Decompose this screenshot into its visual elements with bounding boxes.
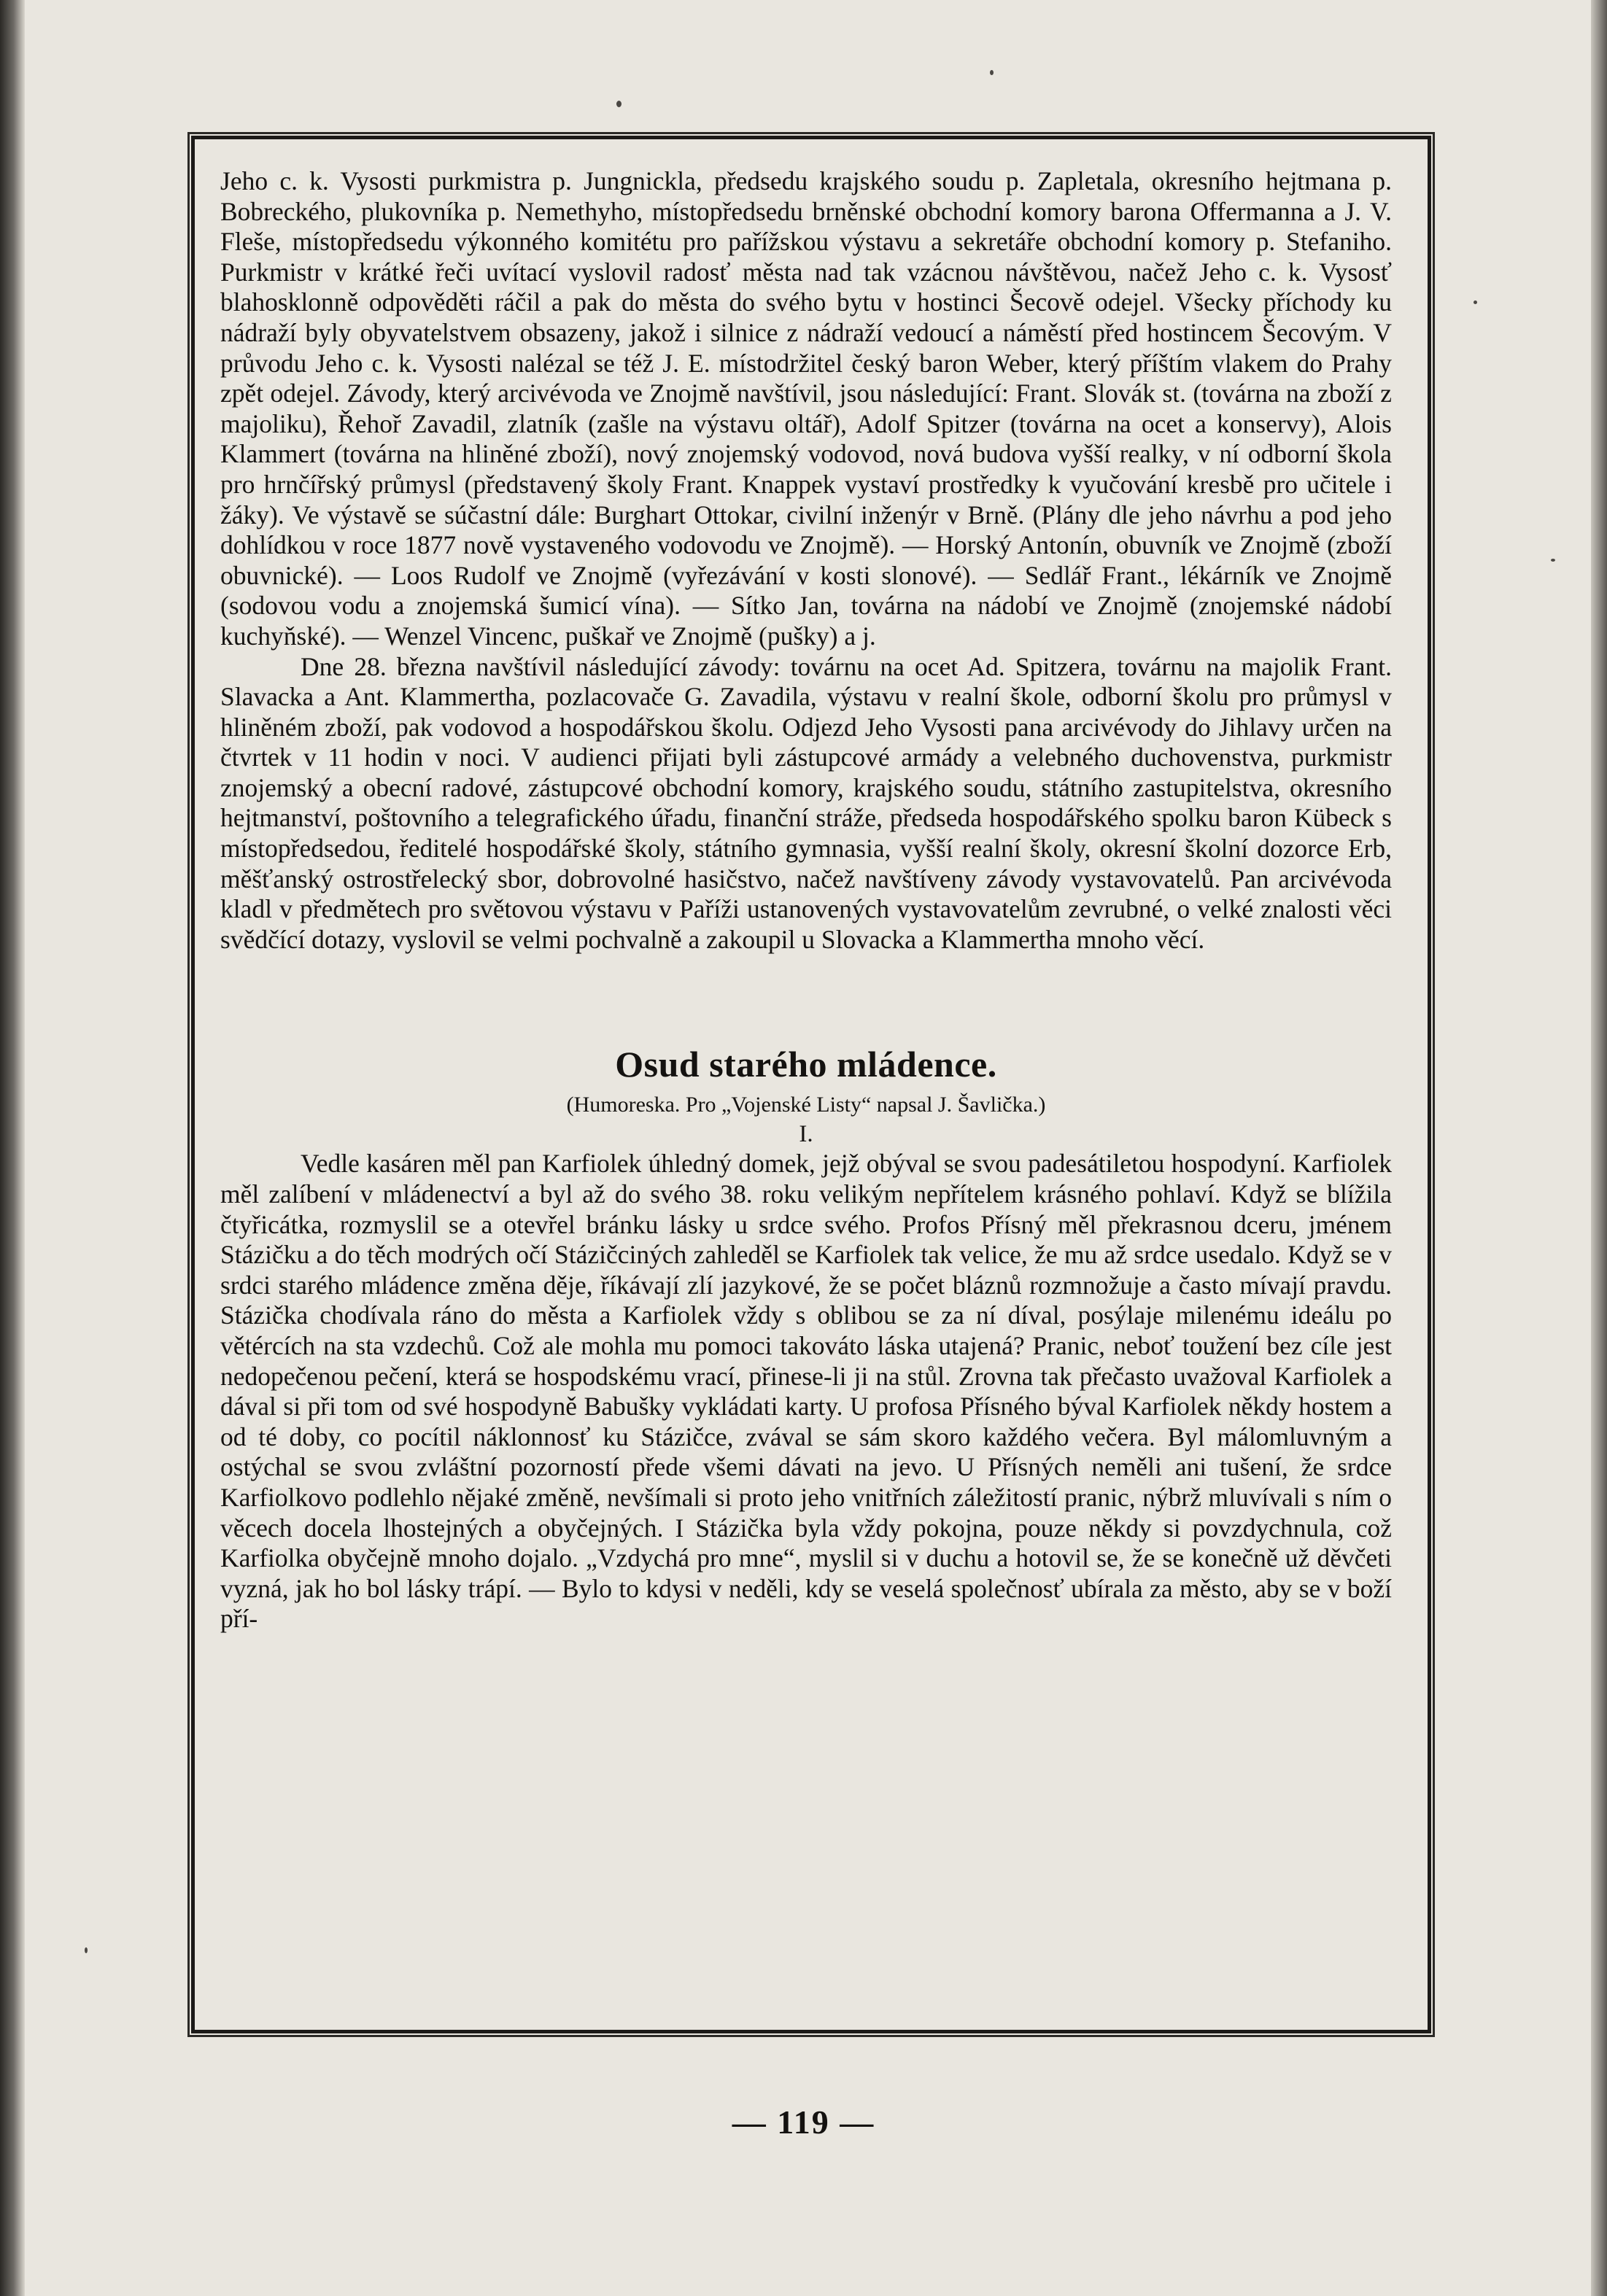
dust-speck — [990, 70, 994, 75]
story-title: Osud starého mládence. — [615, 1044, 997, 1085]
story-subtitle: (Humoreska. Pro „Vojenské Listy“ napsal J. Šavlička.) — [566, 1093, 1046, 1117]
paragraph-story-opening: Vedle kasáren měl pan Karfiolek úhledný domek, jejž obýval se svou padesátiletou hospodyní. Karfiolek měl zalíbení v mládenectví a byl až do svého 38. roku velikým nepřítelem krásného pohlaví. Když se blížila čtyřicátka, rozmyslil se a otevřel bránku lásky u srdce svého. Profos Přísný měl překrasnou dceru, jménem Stázičku a do těch modrých očí Stázičciných zahleděl se Karfiolek tak velice, že mu až srdce usedalo. Když se v srdci starého mládence změna děje, říkávají zlí jazykové, že se počet bláznů rozmnožuje a často mívají pravdu. Stázička chodívala ráno do města a Karfiolek vždy s oblibou se za ní díval, posýlaje milenému ideálu po větércích na sta vzdechů. Což ale mohla mu pomoci takováto láska utajená? Pranic, neboť toužení bez cíle jest nedopečenou pečení, která se hospodskému vrací, přinese-li ji na stůl. Zrovna tak přečasto uvažoval Karfiolek a dával si při tom od své hospodyně Babušky vykládati karty. U profosa Přísného býval Karfiolek někdy hostem a od té doby, co pocítil náklonnosť ku Stázičce, zvával se sám skoro každého večera. Byl málomluvným a ostýchal se svou zvláštní pozorností přede všemi dávati na jevo. U Přísných neměli ani tušení, že srdce Karfiolkovo podlehlo nějaké změně, nevšímali si proto jeho vnitřních záležitostí pranic, nýbrž mluvívali s ním o věcech docela lhostejných a obyčejných. I Stázička byla vždy pokojna, pouze někdy si povzdychnula, což Karfiolka obyčejně mnoho dojalo. „Vzdychá pro mne“, myslil si v duchu a hotovil se, že se konečně už děvčeti vyzná, jak ho bol lásky trápí. — Bylo to kdysi v neděli, kdy se veselá společnosť ubírala za město, aby se v boží pří- — [220, 1149, 1392, 1634]
dust-speck — [1474, 300, 1477, 304]
text-block — [220, 166, 1392, 1634]
scan-edge-left — [0, 0, 25, 2296]
scan-edge-right — [1591, 0, 1607, 2296]
dust-speck — [616, 101, 621, 107]
chapter-number: I. — [799, 1121, 813, 1148]
page-number: — 119 — — [732, 2103, 875, 2141]
dust-speck — [85, 1947, 88, 1953]
paragraph-report-continued: Jeho c. k. Vysosti purkmistra p. Jungnickla, předsedu krajského soudu p. Zapletala, okresního hejtmana p. Bobreckého, plukovníka p. Nemethyho, místopředsedu brněnské obchodní komory barona Offermanna a J. V. Fleše, místopředsedu výkonného komitétu pro pařížskou výstavu a sekretáře obchodní komory p. Stefaniho. Purkmistr v krátké řeči uvítací vyslovil radosť města nad tak vzácnou návštěvou, načež Jeho c. k. Vysosť blahosklonně odpověděti ráčil a pak do města do svého bytu v hostinci Šecově odejel. Všecky příchody ku nádraží byly obyvatelstvem obsazeny, jakož i silnice z nádraží vedoucí a náměstí před hostincem Šecovým. V průvodu Jeho c. k. Vysosti nalézal se též J. E. místodržitel český baron Weber, který příštím vlakem do Prahy zpět odejel. Závody, který arcivévoda ve Znojmě navštívil, jsou následující: Frant. Slovák st. (továrna na zboží z majoliku), Řehoř Zavadil, zlatník (zašle na výstavu oltář), Adolf Spitzer (továrna na ocet a konservy), Alois Klammert (továrna na hliněné zboží), nový znojemský vodovod, nová budova vyšší realky, v ní odborní škola pro hrnčířský průmysl (představený školy Frant. Knappek vystaví prostředky k vyučování kresbě pro učitele i žáky). Ve výstavě se súčastní dále: Burghart Ottokar, civilní inženýr v Brně. (Plány dle jeho návrhu a pod jeho dohlídkou v roce 1877 nově vystaveného vodovodu ve Znojmě). — Horský Antonín, obuvník ve Znojmě (zboží obuvnické). — Loos Rudolf ve Znojmě (vyřezávání v kosti slonové). — Sedlář Frant., lékárník ve Znojmě (sodovou vodu a znojemská šumicí vína). — Sítko Jan, továrna na nádobí ve Znojmě (znojemské nádobí kuchyňské). — Wenzel Vincenc, puškař ve Znojmě (pušky) a j. — [220, 166, 1392, 651]
dust-speck — [1551, 559, 1555, 562]
paragraph-march-28-visit: Dne 28. března navštívil následující závody: továrnu na ocet Ad. Spitzera, továrnu na majolik Frant. Slavacka a Ant. Klammertha, pozlacovače G. Zavadila, výstavu v realní škole, odborní školu pro průmysl v hliněném zboží, pak vodovod a hospodářskou školu. Odjezd Jeho Vysosti pana arcivévody do Jihlavy určen na čtvrtek v 11 hodin v noci. V audienci přijati byli zástupcové armády a velebného duchovenstva, purkmistr znojemský a obecní radové, zástupcové obchodní komory, krajského soudu, státního zastupitelstva, okresního hejtmanství, poštovního a telegrafického úřadu, finanční stráže, předseda hospodářského spolku baron Kübeck s místopředsedou, ředitelé hospodářské školy, státního gymnasia, vyšší realní školy, okresní školní dozorce Erb, měšťanský ostrostřelecký sbor, dobrovolné hasičstvo, načež navštíveny závody vystavovatelů. Pan arcivévoda kladl v předmětech pro světovou výstavu v Paříži ustanovených vystavovatelům zevrubné, o velké znalosti věci svědčící dotazy, vyslovil se velmi pochvalně a zakoupil u Slovacka a Klammertha mnoho věcí. — [220, 651, 1392, 954]
